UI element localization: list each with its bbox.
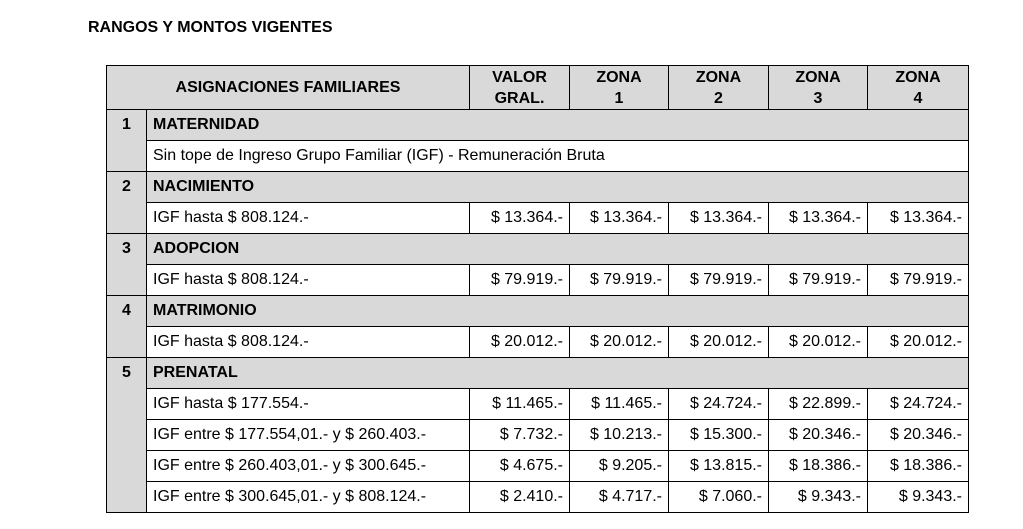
amount-valor-gral: $ 11.465.- [470,389,570,420]
income-range-label: IGF hasta $ 808.124.- [147,265,470,296]
category-row [107,296,969,327]
amount-zona-4: $ 24.724.- [868,389,969,420]
section-name: ADOPCION [147,234,969,265]
amount-zona-4: $ 20.346.- [868,420,969,451]
amount-zona-2: $ 24.724.- [669,389,769,420]
amount-valor-gral: $ 2.410.- [470,482,570,513]
header-valor-line1: VALOR [492,68,547,86]
amount-zona-1: $ 4.717.- [570,482,669,513]
income-range-label: IGF hasta $ 177.554.- [147,389,470,420]
category-row [107,358,969,389]
table-row [107,265,969,296]
amount-zona-4: $ 20.012.- [868,327,969,358]
header-zona-4 [868,66,969,110]
header-zona4-line2: 4 [913,89,923,107]
header-zona2-line2: 2 [714,89,723,107]
amount-zona-1: $ 9.205.- [570,451,669,482]
section-note: Sin tope de Ingreso Grupo Familiar (IGF) - Remuneración Bruta [147,141,969,172]
table-row [107,482,969,513]
amount-zona-2: $ 20.012.- [669,327,769,358]
table-row [107,420,969,451]
header-zona-2 [669,66,769,110]
income-range-label: IGF entre $ 300.645,01.- y $ 808.124.- [147,482,470,513]
section-name: MATRIMONIO [147,296,969,327]
amount-valor-gral: $ 79.919.- [470,265,570,296]
header-zona4-line1: ZONA [895,68,941,86]
header-valor-line2: GRAL. [494,89,545,107]
amount-zona-1: $ 20.012.- [570,327,669,358]
amount-valor-gral: $ 4.675.- [470,451,570,482]
header-zona1-line2: 1 [614,89,624,107]
amount-zona-3: $ 79.919.- [769,265,868,296]
note-row [107,141,969,172]
income-range-label: IGF entre $ 260.403,01.- y $ 300.645.- [147,451,470,482]
amount-zona-4: $ 18.386.- [868,451,969,482]
asignaciones-table [106,65,969,513]
amount-zona-2: $ 7.060.- [669,482,769,513]
category-row [107,172,969,203]
header-zona-3 [769,66,868,110]
amount-zona-2: $ 13.815.- [669,451,769,482]
income-range-label: IGF entre $ 177.554,01.- y $ 260.403.- [147,420,470,451]
amount-zona-4: $ 9.343.- [868,482,969,513]
table-body [107,110,969,513]
amount-zona-2: $ 13.364.- [669,203,769,234]
category-row [107,234,969,265]
income-range-label: IGF hasta $ 808.124.- [147,327,470,358]
section-name: MATERNIDAD [147,110,969,141]
amount-zona-3: $ 20.012.- [769,327,868,358]
amount-zona-2: $ 15.300.- [669,420,769,451]
table-row [107,203,969,234]
table-header-row [107,66,969,110]
amount-valor-gral: $ 7.732.- [470,420,570,451]
header-zona-1 [570,66,669,110]
income-range-label: IGF hasta $ 808.124.- [147,203,470,234]
section-name: NACIMIENTO [147,172,969,203]
amount-zona-3: $ 18.386.- [769,451,868,482]
amount-zona-1: $ 10.213.- [570,420,669,451]
section-name: PRENATAL [147,358,969,389]
header-zona1-line1: ZONA [596,68,642,86]
amount-zona-1: $ 13.364.- [570,203,669,234]
section-number: 2 [107,172,147,234]
header-valor-gral [470,66,570,110]
amount-zona-3: $ 22.899.- [769,389,868,420]
amount-zona-3: $ 13.364.- [769,203,868,234]
header-asignaciones: ASIGNACIONES FAMILIARES [107,66,470,110]
section-number: 5 [107,358,147,513]
amount-zona-4: $ 13.364.- [868,203,969,234]
section-number: 4 [107,296,147,358]
table-row [107,327,969,358]
amount-zona-1: $ 11.465.- [570,389,669,420]
document-title: RANGOS Y MONTOS VIGENTES [88,19,333,36]
table-row [107,451,969,482]
section-number: 1 [107,110,147,172]
amount-zona-3: $ 20.346.- [769,420,868,451]
amount-valor-gral: $ 20.012.- [470,327,570,358]
table-row [107,389,969,420]
section-number: 3 [107,234,147,296]
amount-zona-3: $ 9.343.- [769,482,868,513]
header-zona2-line1: ZONA [695,68,742,86]
category-row [107,110,969,141]
header-zona3-line1: ZONA [795,68,841,86]
header-zona3-line2: 3 [813,89,823,107]
amount-zona-2: $ 79.919.- [669,265,769,296]
amount-valor-gral: $ 13.364.- [470,203,570,234]
amount-zona-4: $ 79.919.- [868,265,969,296]
amount-zona-1: $ 79.919.- [570,265,669,296]
